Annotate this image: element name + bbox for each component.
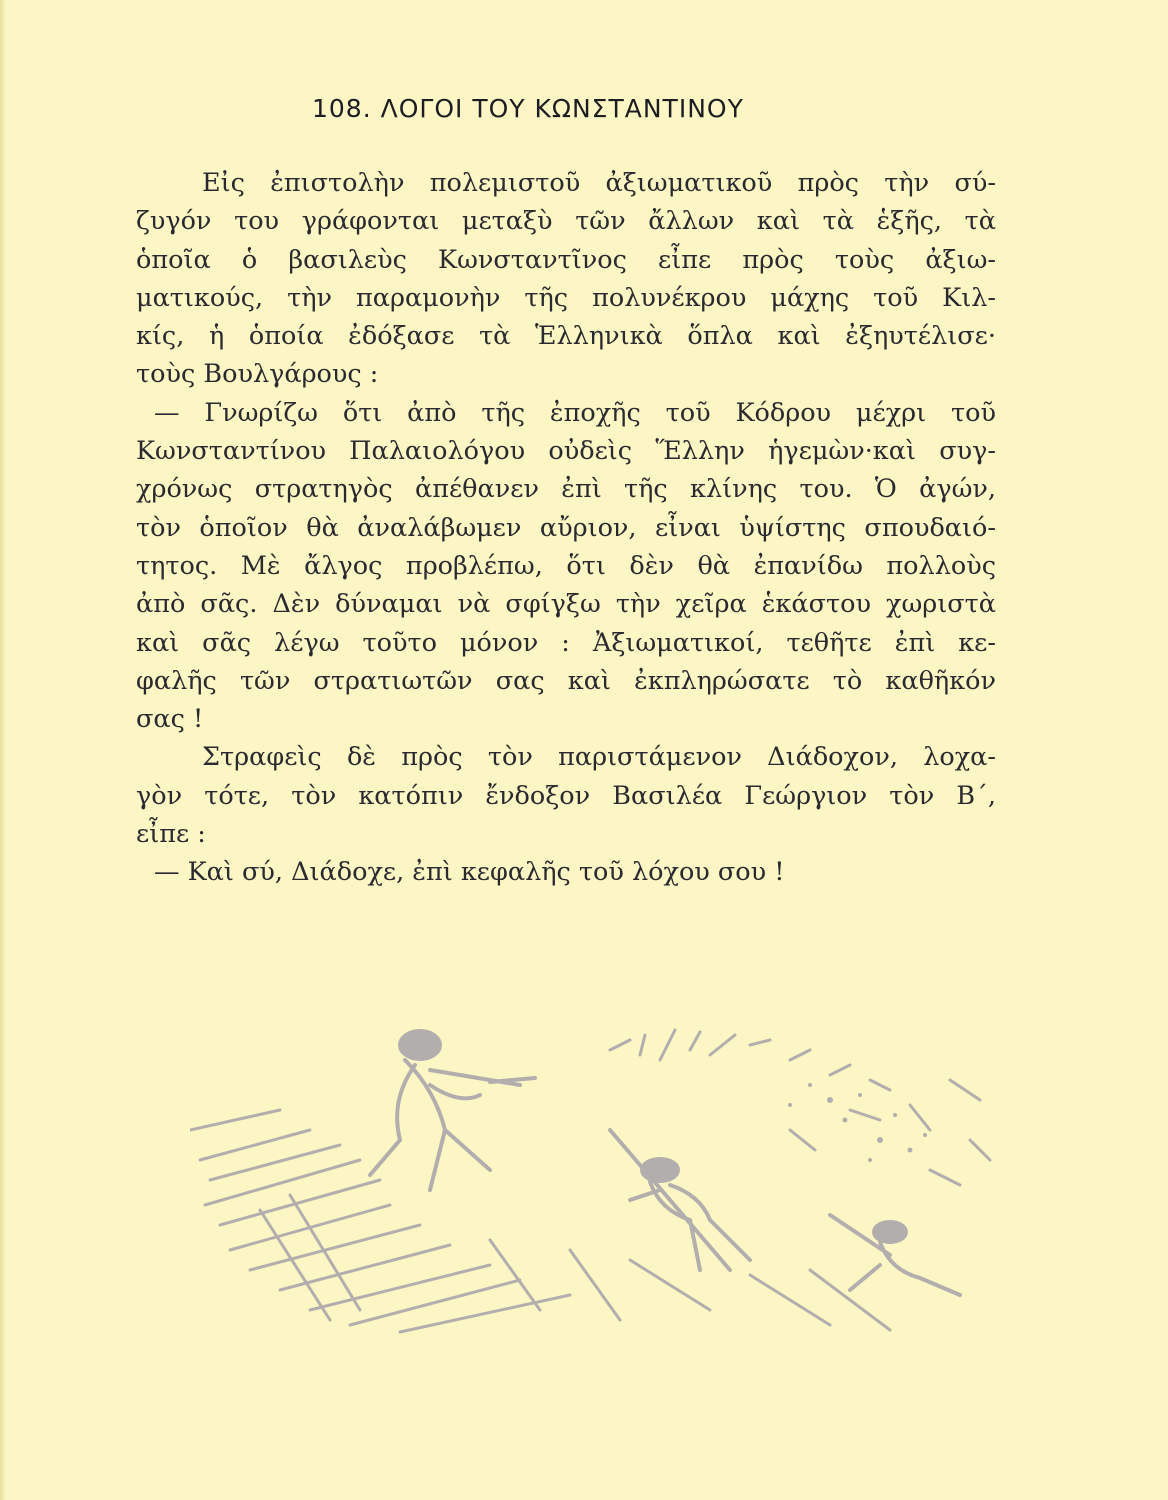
text-line-13: καὶ σᾶς λέγω τοῦτο μόνον : Ἀξιωματικοί, τεθῆτε ἐπὶ κε- (136, 627, 996, 658)
text-line-5: κίς, ἡ ὁποία ἐδόξασε τὰ Ἑλληνικὰ ὅπλα καὶ ἐξηυτέλισε· (136, 321, 996, 352)
hillside-hatching (190, 1110, 890, 1332)
text-line-8: Κωνσταντίνου Παλαιολόγου οὐδεὶς Ἕλλην ἡγεμὼν·καὶ συγ- (136, 436, 996, 467)
text-line-19: — Καὶ σύ, Διάδοχε, ἐπὶ κεφαλῆς τοῦ λόχου σου ! (154, 857, 785, 888)
text-line-12: ἀπὸ σᾶς. Δὲν δύναμαι νὰ σφίγξω τὴν χεῖρα ἑκάστου χωριστὰ (136, 589, 996, 620)
text-line-18: εἶπε : (136, 819, 206, 850)
text-line-11: τητος. Μὲ ἄλγος προβλέπω, ὅτι δὲν θὰ ἐπανίδω πολλοὺς (136, 550, 996, 581)
text-line-17: γὸν τότε, τὸν κατόπιν ἔνδοξον Βασιλέα Γεώργιον τὸν Β΄, (136, 780, 996, 811)
battle-illustration (190, 1010, 1010, 1340)
text-line-15: σας ! (136, 704, 204, 735)
body-text (136, 164, 996, 892)
text-line-3: ὁποῖα ὁ βασιλεὺς Κωνσταντῖνος εἶπε πρὸς τοὺς ἀξιω- (136, 244, 996, 275)
page-title: 108. ΛΟΓΟΙ ΤΟΥ ΚΩΝΣΤΑΝΤΙΝΟΥ (312, 94, 744, 123)
soldier-charging (370, 1031, 535, 1190)
page-edge (0, 0, 6, 1500)
text-line-4: ματικούς, τὴν παραμονὴν τῆς πολυνέκρου μάχης τοῦ Κιλ- (136, 282, 996, 313)
text-line-2: ζυγόν του γράφονται μεταξὺ τῶν ἄλλων καὶ τὰ ἑξῆς, τὰ (136, 206, 996, 237)
text-line-6: τοὺς Βουλγάρους : (136, 359, 379, 390)
text-line-10: τὸν ὁποῖον θὰ ἀναλάβωμεν αὔριον, εἶναι ὑψίστης σπουδαιό- (136, 512, 996, 543)
soldier-crouching (830, 1215, 960, 1295)
soldier-bayonet (610, 1130, 750, 1270)
text-line-1: Εἰς ἐπιστολὴν πολεμιστοῦ ἀξιωματικοῦ πρὸς τὴν σύ- (202, 168, 996, 198)
text-line-7: — Γνωρίζω ὅτι ἀπὸ τῆς ἐποχῆς τοῦ Κόδρου μέχρι τοῦ (154, 397, 996, 428)
explosion-dots (788, 1083, 927, 1162)
text-line-14: φαλῆς τῶν στρατιωτῶν σας καὶ ἐκπληρώσατε τὸ καθῆκόν (136, 665, 996, 696)
text-line-9: χρόνως στρατηγὸς ἀπέθανεν ἐπὶ τῆς κλίνης του. Ὁ ἀγών, (136, 474, 996, 505)
text-line-16: Στραφεὶς δὲ πρὸς τὸν παριστάμενον Διάδοχον, λοχα- (202, 742, 996, 773)
